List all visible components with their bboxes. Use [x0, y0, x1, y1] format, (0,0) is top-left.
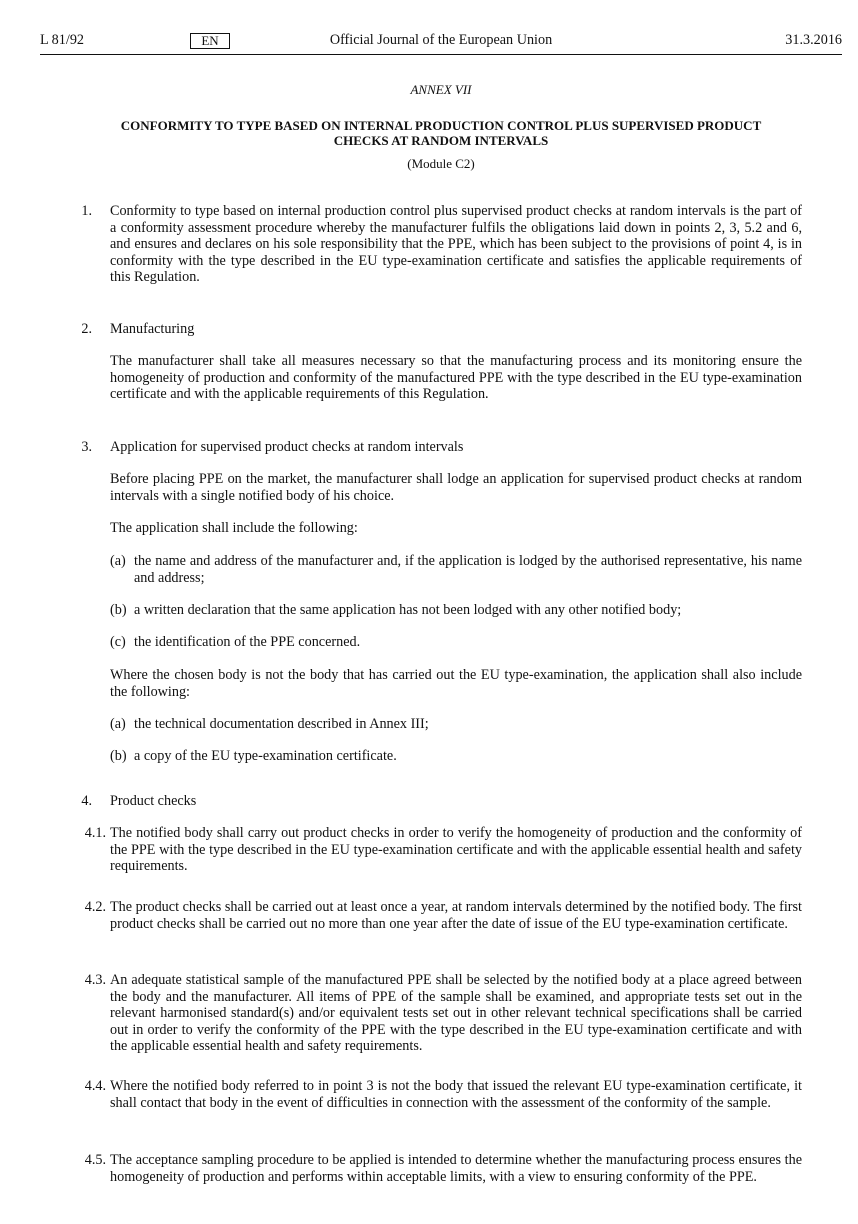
item-text: a written declaration that the same application has not been lodged with any other notified body;	[134, 602, 682, 618]
point-4-2-text: The product checks shall be carried out at least once a year, at random intervals determined by the notified body. The first product checks shall be carried out no more than one year after the date of issue of the EU type-examination certificate.	[110, 899, 802, 932]
point-4-4-number: 4.4.	[84, 1078, 106, 1094]
journal-title: Official Journal of the European Union	[329, 32, 553, 48]
section-3-item-c	[110, 634, 802, 651]
item-label: (c)	[110, 634, 126, 650]
point-4-3-text: An adequate statistical sample of the manufactured PPE shall be selected by the notified body at a place agreed between the body and the manufacturer. All items of PPE of the sample shall be examined, and appropriate tests set out in the relevant harmonised standard(s) and/or equivalent tests set out in other relevant technical specifications shall be carried out in order to verify the conformity of the PPE with the type described in the EU type-examination certificate and with the applicable essential health and safety requirements.	[110, 972, 802, 1054]
item-label: (a)	[110, 553, 126, 569]
point-4-4-text: Where the notified body referred to in point 3 is not the body that issued the relevant EU type-examination certificate, it shall contact that body in the event of difficulties in connection with the assessment of the conformity of the sample.	[110, 1078, 802, 1111]
publication-date: 31.3.2016	[785, 32, 842, 48]
page-header	[40, 32, 842, 55]
item-text: the name and address of the manufacturer and, if the application is lodged by the authorised representative, his name and address;	[134, 553, 802, 586]
section-1-text: Conformity to type based on internal production control plus supervised product checks at random intervals is the part of a conformity assessment procedure whereby the manufacturer fulfils the obligations laid down in points 2, 3, 5.2 and 6, and ensures and declares on his sole responsibility that the PPE, which has been subject to the provisions of point 4, is in conformity with the type described in the EU type-examination certificate and satisfies the applicable requirements of this Regulation.	[110, 203, 802, 285]
item-text: the technical documentation described in Annex III;	[134, 716, 429, 732]
section-3-item-b	[110, 602, 802, 619]
item-text: the identification of the PPE concerned.	[134, 634, 361, 650]
point-4-1-text: The notified body shall carry out product checks in order to verify the homogeneity of production and the conformity of the PPE with the type described in the EU type-examination certificate and with the applicable essential health and safety requirements.	[110, 825, 802, 874]
section-2-text: The manufacturer shall take all measures necessary so that the manufacturing process and its monitoring ensure the homogeneity of production and conformity of the manufactured PPE with the type described in the EU type-examination certificate and with the applicable requirements of this Regulation.	[110, 353, 802, 402]
section-3-paragraph-1: Before placing PPE on the market, the manufacturer shall lodge an application for supervised product checks at random intervals with a single notified body of his choice.	[110, 471, 802, 504]
section-4-heading: Product checks	[110, 793, 197, 809]
language-badge: EN	[190, 33, 230, 49]
section-3-paragraph-2: The application shall include the following:	[110, 520, 358, 536]
section-2-heading: Manufacturing	[110, 321, 195, 337]
point-4-5-number: 4.5.	[84, 1152, 106, 1168]
page-reference: L 81/92	[40, 32, 85, 48]
section-4-number: 4.	[81, 793, 92, 809]
item-text: a copy of the EU type-examination certificate.	[134, 748, 397, 764]
section-3-number: 3.	[81, 439, 92, 455]
section-3-extra-item-a	[110, 716, 802, 733]
point-4-1-number: 4.1.	[84, 825, 106, 841]
section-1-number: 1.	[81, 203, 92, 219]
section-3-heading: Application for supervised product checks at random intervals	[110, 439, 464, 455]
item-label: (b)	[110, 748, 127, 764]
section-2-number: 2.	[81, 321, 92, 337]
point-4-3-number: 4.3.	[84, 972, 106, 988]
section-3-extra-item-b	[110, 748, 802, 765]
point-4-2-number: 4.2.	[84, 899, 106, 915]
annex-label: ANNEX VII	[410, 82, 472, 97]
section-3-paragraph-3: Where the chosen body is not the body that has carried out the EU type-examination, the application shall also include the following:	[110, 667, 802, 700]
module-label: (Module C2)	[407, 156, 475, 171]
section-3-item-a	[110, 553, 802, 586]
point-4-5-text: The acceptance sampling procedure to be applied is intended to determine whether the manufacturing process ensures the homogeneity of production and performs within acceptable limits, with a view to ensuring conformity of the PPE.	[110, 1152, 802, 1185]
item-label: (a)	[110, 716, 126, 732]
document-title: CONFORMITY TO TYPE BASED ON INTERNAL PRODUCTION CONTROL PLUS SUPERVISED PRODUCT CHECKS AT RANDOM INTERVALS	[120, 118, 762, 148]
item-label: (b)	[110, 602, 127, 618]
